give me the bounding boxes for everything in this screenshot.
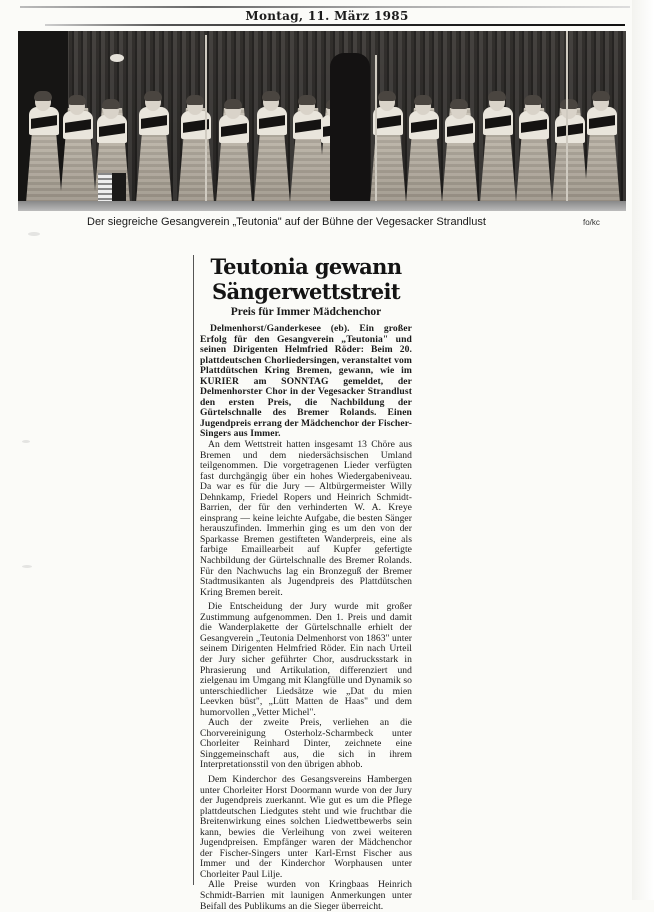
choir-singer (516, 53, 552, 203)
photo-credit: fo/kc (583, 218, 600, 227)
singer-hair (68, 95, 86, 105)
top-rule (20, 6, 630, 8)
paper-mark (22, 440, 30, 443)
choir-singer (442, 53, 478, 203)
conductor (330, 53, 370, 203)
body-paragraph: Auch der zweite Preis, verliehen an die Chorvereinigung Osterholz-Scharmbeck unter Chorleiter Reinhard Dinter, zeichnete eine Singgemeinschaft aus, die sich in ihrem Interpretationsstil von den übrigen abhob. (200, 717, 412, 771)
page-edge (632, 0, 654, 900)
singer-hair (592, 91, 610, 101)
headline-line-2: Sängerwettstreit (211, 279, 400, 304)
subheadline: Preis für Immer Mädchenchor (230, 306, 382, 318)
singer-hair (524, 95, 542, 105)
choir-singer (60, 53, 96, 203)
singer-hair (298, 95, 316, 105)
singer-hair (414, 95, 432, 105)
photo-caption: Der siegreiche Gesangverein „Teutonia" auf der Bühne der Vegesacker Strandlust (87, 216, 486, 228)
accordion (98, 173, 112, 203)
choir-singer (216, 53, 252, 203)
headline-line-1: Teutonia gewann (210, 254, 402, 279)
accordion-case (112, 173, 126, 203)
microphone-stand (205, 35, 207, 205)
microphone-stand (375, 55, 377, 205)
singer-hair (262, 91, 280, 101)
body-paragraph: Alle Preise wurden von Kringbaas Heinrich Schmidt-Barrien mit launigen Anmerkungen unter Beifall des Publikums an die Sieger überreicht. (200, 879, 412, 912)
body-paragraph: Dem Kinderchor des Gesangsvereins Hambergen unter Chorleiter Horst Doormann wurde von der Jury der Jugendpreis zuerkannt. Wie gut es um die Pflege plattdeutschen Liedgutes steht und wie fruchtbar die Breitenwirkung eines solchen Liedwettbewerbs sein kann, bewies die Verleihung von zwei weiteren Jugendpreisen. Empfänger waren der Mädchenchor der Fischer-Singers unter Karl-Ernst Fischer aus Immer und der Kinderchor Worphausen unter Chorleiter Paul Lilje. (200, 773, 412, 880)
choir-singer (406, 53, 442, 203)
singer-hair (144, 91, 162, 101)
article (200, 254, 412, 912)
headline (200, 254, 412, 304)
choir-photo (18, 31, 626, 211)
choir-singer (136, 53, 172, 203)
singer-hair (186, 95, 204, 105)
choir-singer (552, 53, 588, 203)
paper-mark (28, 232, 40, 236)
singer-hair (34, 91, 52, 101)
choir-singer (26, 53, 62, 203)
singer-hair (450, 99, 468, 109)
singer-hair (560, 99, 578, 109)
stage-floor (18, 201, 626, 211)
choir-singer (254, 53, 290, 203)
choir-singer (480, 53, 516, 203)
singer-hair (102, 99, 120, 109)
choir-singer (178, 53, 214, 203)
singer-hair (488, 91, 506, 101)
dateline-rule (45, 24, 625, 26)
column-rule (193, 255, 194, 885)
choir-singer (584, 53, 620, 203)
singer-hair (378, 91, 396, 101)
body-paragraph: An dem Wettstreit hatten insgesamt 13 Chöre aus Bremen und dem niedersächsischen Umland teilgenommen. Die vorgetragenen Lieder verfügten fast durchgängig über ein hohes Wiedergabeniveau. Da war es für die Jury — Altbürgermeister Willy Dehnkamp, Friedel Ropers und Heinrich Schmidt-Barrien, der für den verhinderten W. A. Kreye einsprang — keine leichte Aufgabe, die besten Sänger herauszufinden. Immerhin ging es um den von der Sparkasse Bremen gestifteten Wanderpreis, eine als farbige Emaillearbeit auf Kupfer gefertigte Nachbildung der Gürtelschnalle des Bremer Rolands. Für den Nachwuchs lag ein Bronzeguß der Bremer Stadtmusikanten als Jugendpreis des Plattdütschen Kring Bremen bereit. (200, 439, 412, 598)
singer-hair (224, 99, 242, 109)
paper-mark (22, 565, 32, 568)
body-paragraph: Die Entscheidung der Jury wurde mit großer Zustimmung aufgenommen. Den 1. Preis und damit die Wanderplakette der Gürtelschnalle erhielt der Gesangverein „Teutonia Delmenhorst von 1863" unter seinem Dirigenten Helmfried Röder. Ein nach Urteil der Jury sicher geführter Chor, ausdrucksstark in Phrasierung und Artikulation, differenziert und zielgenau im Umgang mit Klangfülle und Dynamik so unterschiedlicher Liedsätze wie „Dat du mien Leevken büst", „Lütt Matten de Haas" und dem humorvollen „Vetter Michel". (200, 601, 412, 718)
dateline: Montag, 11. März 1985 (245, 9, 409, 23)
lead-paragraph: Delmenhorst/Ganderkesee (eb). Ein großer Erfolg für den Gesangverein „Teutonia" und seinen Dirigenten Helmfried Röder: Beim 20. plattdeutschen Chorliedersingen, veranstaltet vom Plattdütschen Kring Bremen, gewann, wie im KURIER am SONNTAG gemeldet, der Delmenhorster Chor in der Vegesacker Strandlust den ersten Preis, die Nachbildung der Gürtelschnalle des Bremer Rolands. Einen Jugendpreis errang der Mädchenchor der Fischer-Singers aus Immer. (200, 323, 412, 440)
microphone-stand (566, 31, 568, 205)
